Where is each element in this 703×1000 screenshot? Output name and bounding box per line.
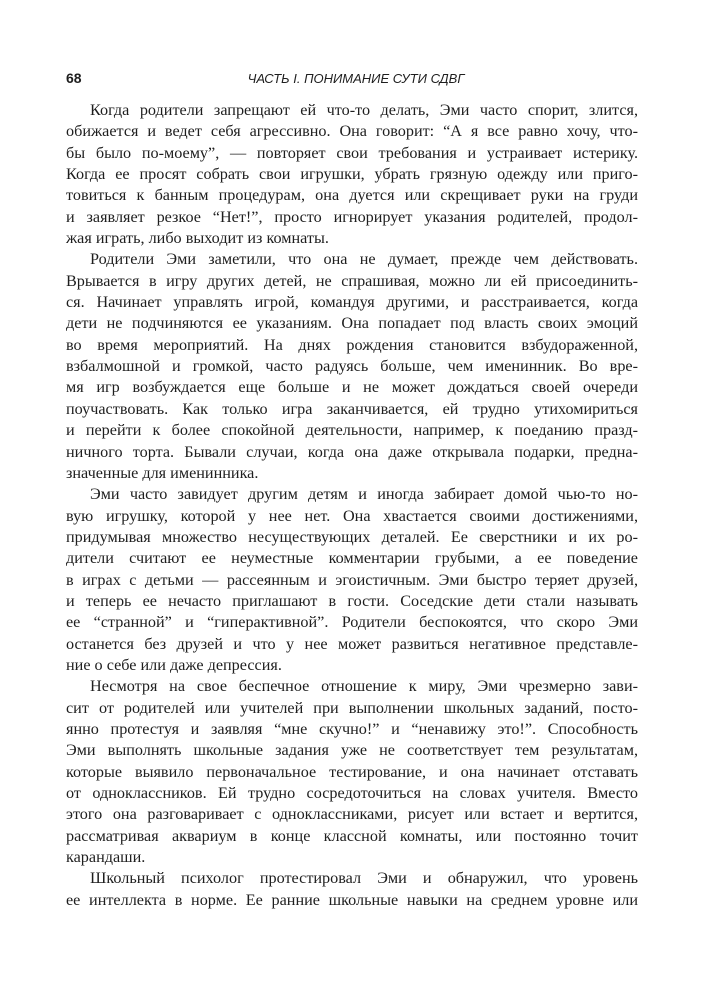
text-line: ся. Начинает управлять игрой, командуя другими, и расстраивается, когда [66, 293, 638, 312]
text-line: дители считают ее неуместные комментарии грубыми, а ее поведение [66, 549, 638, 568]
text-line: Школьный психолог протестировал Эми и обнаружил, что уровень [90, 869, 638, 888]
text-line: янно протестуя и заявляя “мне скучно!” и “ненавижу это!”. Способность [66, 719, 638, 738]
text-line: обижается и ведет себя агрессивно. Она говорит: “А я все равно хочу, что- [66, 122, 638, 141]
text-line: Эми часто завидует другим детям и иногда забирает домой чью-то но- [90, 485, 638, 504]
text-line: Когда родители запрещают ей что-то делать, Эми часто спорит, злится, [90, 101, 638, 119]
text-line: останется без друзей и что у нее может развиться негативное представле- [66, 634, 638, 653]
text-line: рассматривая аквариум в конце классной комнаты, или постоянно точит [66, 826, 638, 845]
paragraph-1 [66, 100, 638, 249]
paragraph-5 [66, 868, 638, 911]
text-line: мя игр возбуждается еще больше и не может дождаться своей очереди [66, 378, 638, 397]
text-line: Несмотря на свое беспечное отношение к миру, Эми чрезмерно зави- [90, 677, 638, 696]
running-head: ЧАСТЬ I. ПОНИМАНИЕ СУТИ СДВГ [247, 71, 465, 86]
body-text [66, 100, 638, 911]
text-line: значенные для именинника. [66, 463, 259, 482]
text-line: во время мероприятий. На днях рождения становится взбудораженной, [66, 335, 638, 354]
paragraph-4 [66, 676, 638, 868]
text-line: в играх с детьми — рассеянным и эгоистичным. Эми быстро теряет друзей, [66, 570, 638, 589]
text-line: взбалмошной и громкой, часто радуясь больше, чем именинник. Во вре- [66, 357, 638, 376]
page-number: 68 [66, 70, 82, 86]
text-line: поучаствовать. Как только игра заканчивается, ей трудно утихомириться [66, 399, 638, 418]
text-line: и заявляет резкое “Нет!”, просто игнорирует указания родителей, продол- [66, 207, 638, 226]
text-line: придумывая множество несуществующих деталей. Ее сверстники и их ро- [66, 527, 638, 546]
text-line: и теперь ее нечасто приглашают в гости. Соседские дети стали называть [66, 591, 638, 610]
text-line: ние о себе или даже депрессия. [66, 655, 282, 674]
text-line: сит от родителей или учителей при выполнении школьных заданий, посто- [66, 698, 638, 717]
text-line: Эми выполнять школьные задания уже не соответствует тем результатам, [66, 741, 638, 760]
text-line: от одноклассников. Ей трудно сосредоточиться на словах учителя. Вместо [66, 784, 638, 802]
paragraph-3 [66, 484, 638, 676]
text-line: которые выявило первоначальное тестирование, и она начинает отставать [66, 762, 638, 781]
text-line: вую игрушку, которой у нее нет. Она хвастается своими достижениями, [66, 506, 638, 525]
text-line: дети не подчиняются ее указаниям. Она попадает под власть своих эмоций [66, 314, 638, 333]
paragraph-2 [66, 249, 638, 484]
text-line: Родители Эми заметили, что она не думает, прежде чем действовать. [90, 250, 638, 269]
text-line: этого она разговаривает с одноклассниками, рисует или встает и вертится, [66, 805, 638, 824]
text-line: и перейти к более спокойной деятельности, например, к поеданию празд- [66, 421, 638, 440]
text-line: бы было по-моему”, — повторяет свои требования и устраивает истерику. [66, 143, 638, 162]
text-line: ее “странной” и “гиперактивной”. Родители беспокоятся, что скоро Эми [66, 613, 638, 632]
text-line: Врывается в игру других детей, не спрашивая, можно ли ей присоединить- [66, 271, 638, 290]
text-line: ее интеллекта в норме. Ее ранние школьные навыки на среднем уровне или [66, 890, 638, 909]
text-line: товиться к банным процедурам, она дуется или скрещивает руки на груди [66, 186, 638, 205]
text-line: ничного торта. Бывали случаи, когда она даже открывала подарки, предна- [66, 442, 638, 461]
text-line: Когда ее просят собрать свои игрушки, убрать грязную одежду или приго- [66, 165, 638, 184]
text-line: жая играть, либо выходит из комнаты. [66, 229, 329, 248]
text-line: карандаши. [66, 848, 146, 867]
